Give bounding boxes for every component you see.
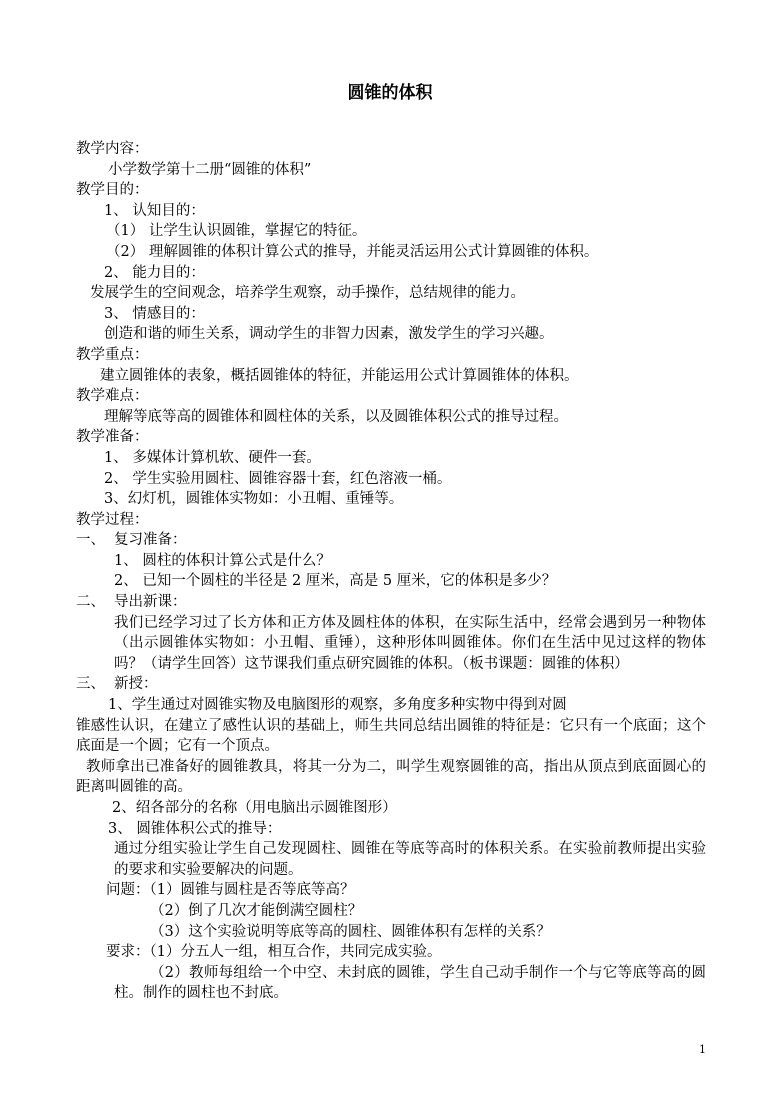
text-line: 小学数学第十二册“圆锥的体积” bbox=[108, 161, 312, 178]
section-heading: 教学难点： bbox=[76, 388, 149, 405]
section-heading: 教学过程： bbox=[76, 511, 149, 528]
section-heading: 教学重点： bbox=[76, 346, 149, 363]
paragraph: 通过分组实验让学生自己发现圆柱、圆锥在等底等高时的体积关系。在实验前教师提出实验的要求和实验要解决的问题。 bbox=[114, 841, 706, 878]
text-line: 建立圆锥体的表象，概括圆锥体的特征，并能运用公式计算圆锥体的体积。 bbox=[100, 367, 579, 384]
section-heading: 教学内容： bbox=[76, 141, 149, 157]
paragraph: （2）教师每组给一个中空、未封底的圆锥，学生自己动手制作一个与它等底等高的圆柱。制作的圆柱也不封底。 bbox=[114, 964, 706, 1002]
list-item: （2） 理解圆锥的体积计算公式的推导，并能灵活运用公式计算圆锥的体积。 bbox=[106, 243, 599, 260]
list-item: 1、 多媒体计算机软、硬件一套。 bbox=[104, 449, 321, 466]
list-item bbox=[76, 674, 706, 695]
list-item: 2、 已知一个圆柱的半径是 2 厘米，高是 5 厘米，它的体积是多少？ bbox=[114, 573, 557, 590]
list-item: 1、 认知目的： bbox=[104, 202, 205, 219]
text-line: 理解等底等高的圆锥体和圆柱体的关系，以及圆锥体积公式的推导过程。 bbox=[104, 408, 568, 425]
list-item bbox=[76, 592, 706, 613]
page-number: 1 bbox=[699, 1043, 706, 1056]
text-line: 要求：（1）分五人一组，相互合作，共同完成实验。 bbox=[106, 944, 442, 961]
list-number: 三、 bbox=[76, 676, 105, 693]
list-item: 3、 圆锥体积公式的推导： bbox=[108, 820, 282, 837]
text-line: 1、学生通过对圆锥实物及电脑图形的观察，多角度多种实物中得到对圆 bbox=[108, 697, 567, 714]
text-line: 创造和谐的师生关系，调动学生的非智力因素，激发学生的学习兴趣。 bbox=[104, 326, 554, 343]
document-body bbox=[76, 139, 706, 1004]
section-heading: 教学准备： bbox=[76, 429, 149, 446]
list-item: 2、 学生实验用圆柱、圆锥容器十套，红色溶液一桶。 bbox=[104, 470, 452, 487]
section-heading: 教学目的： bbox=[76, 182, 149, 199]
list-item: 2、绍各部分的名称（用电脑出示圆锥图形） bbox=[112, 800, 397, 816]
list-item: 2、 能力目的： bbox=[104, 264, 205, 281]
list-number: 二、 bbox=[76, 594, 105, 611]
list-item: 3、 情感目的： bbox=[104, 305, 205, 322]
list-text: 新授： bbox=[114, 676, 158, 693]
list-item: 1、 圆柱的体积计算公式是什么？ bbox=[114, 552, 331, 569]
text-line: （2）倒了几次才能倒满空圆柱？ bbox=[150, 902, 363, 919]
list-text: 导出新课： bbox=[114, 594, 187, 611]
list-text: 复习准备： bbox=[114, 532, 187, 549]
page-title: 圆锥的体积 bbox=[347, 83, 433, 103]
list-item: 3、幻灯机，圆锥体实物如：小丑帽、重锤等。 bbox=[104, 491, 404, 508]
paragraph: 锥感性认识，在建立了感性认识的基础上，师生共同总结出圆锥的特征是：它只有一个底面；这个底面是一个圆；它有一个顶点。 bbox=[76, 717, 706, 755]
paragraph: 我们已经学习过了长方体和正方体及圆柱体的体积，在实际生活中，经常会遇到另一种物体（出示圆锥体实物如：小丑帽、重锤），这种形体叫圆锥体。你们在生活中见过这样的物体吗？（请学生回答）这节课我们重点研究圆锥的体积。（板书课题：圆锥的体积） bbox=[114, 614, 706, 672]
list-item bbox=[76, 530, 706, 551]
paragraph: 教师拿出已准备好的圆锥教具，将其一分为二，叫学生观察圆锥的高，指出从顶点到底面圆心的距离叫圆锥的高。 bbox=[76, 758, 706, 796]
text-line: 问题：（1）圆锥与圆柱是否等底等高？ bbox=[106, 882, 355, 899]
list-item: （1） 让学生认识圆锥，掌握它的特征。 bbox=[106, 223, 367, 240]
text-line: 发展学生的空间观念，培养学生观察，动手操作，总结规律的能力。 bbox=[90, 285, 525, 302]
list-number: 一、 bbox=[76, 532, 105, 549]
text-line: （3）这个实验说明等底等高的圆柱、圆锥体积有怎样的关系？ bbox=[150, 923, 551, 940]
